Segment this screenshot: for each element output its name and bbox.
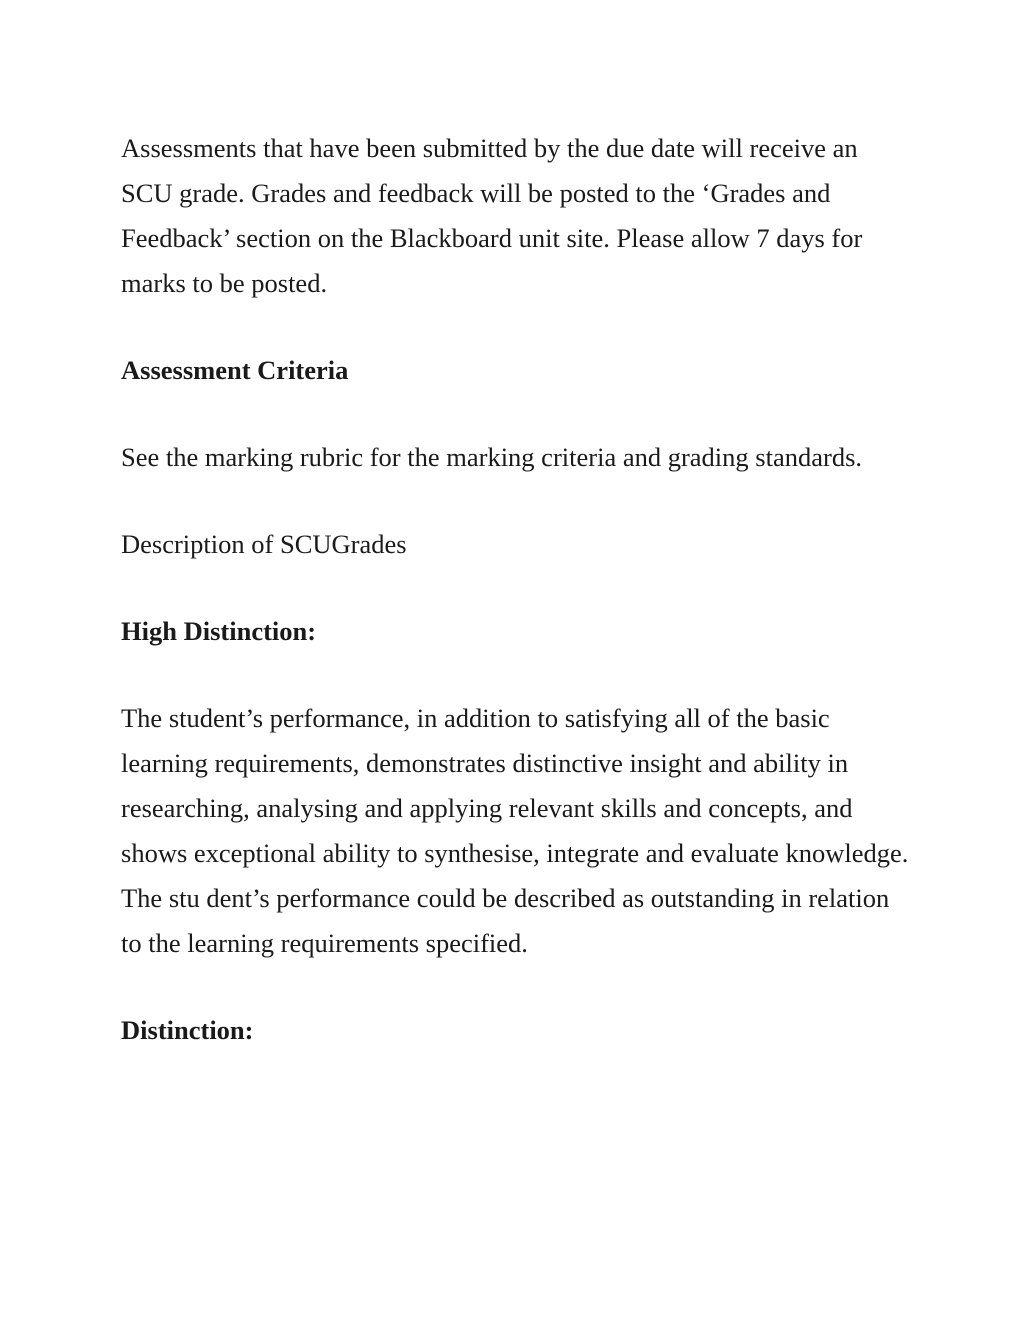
document-page bbox=[121, 126, 911, 1095]
intro-paragraph: Assessments that have been submitted by the due date will receive an SCU grade. Grades and feedback will be posted to the ‘Grades and Feedback’ section on the Blackboard unit site. Please allow 7 days for marks to be posted. bbox=[121, 133, 863, 298]
criteria-paragraph: See the marking rubric for the marking criteria and grading standards. bbox=[121, 442, 863, 472]
assessment-criteria-heading: Assessment Criteria bbox=[121, 355, 349, 385]
high-distinction-heading: High Distinction: bbox=[121, 616, 317, 646]
high-distinction-paragraph: The student’s performance, in addition to satisfying all of the basic learning requirements, demonstrates distinctive insight and ability in researching, analysing and applying relevant skills and concepts, and shows exceptional ability to synthesise, integrate and evaluate knowledge. The stu dent’s performance could be described as outstanding in relation to the learning requirements specified. bbox=[121, 703, 909, 958]
grades-description: Description of SCUGrades bbox=[121, 529, 407, 559]
distinction-heading: Distinction: bbox=[121, 1015, 254, 1045]
